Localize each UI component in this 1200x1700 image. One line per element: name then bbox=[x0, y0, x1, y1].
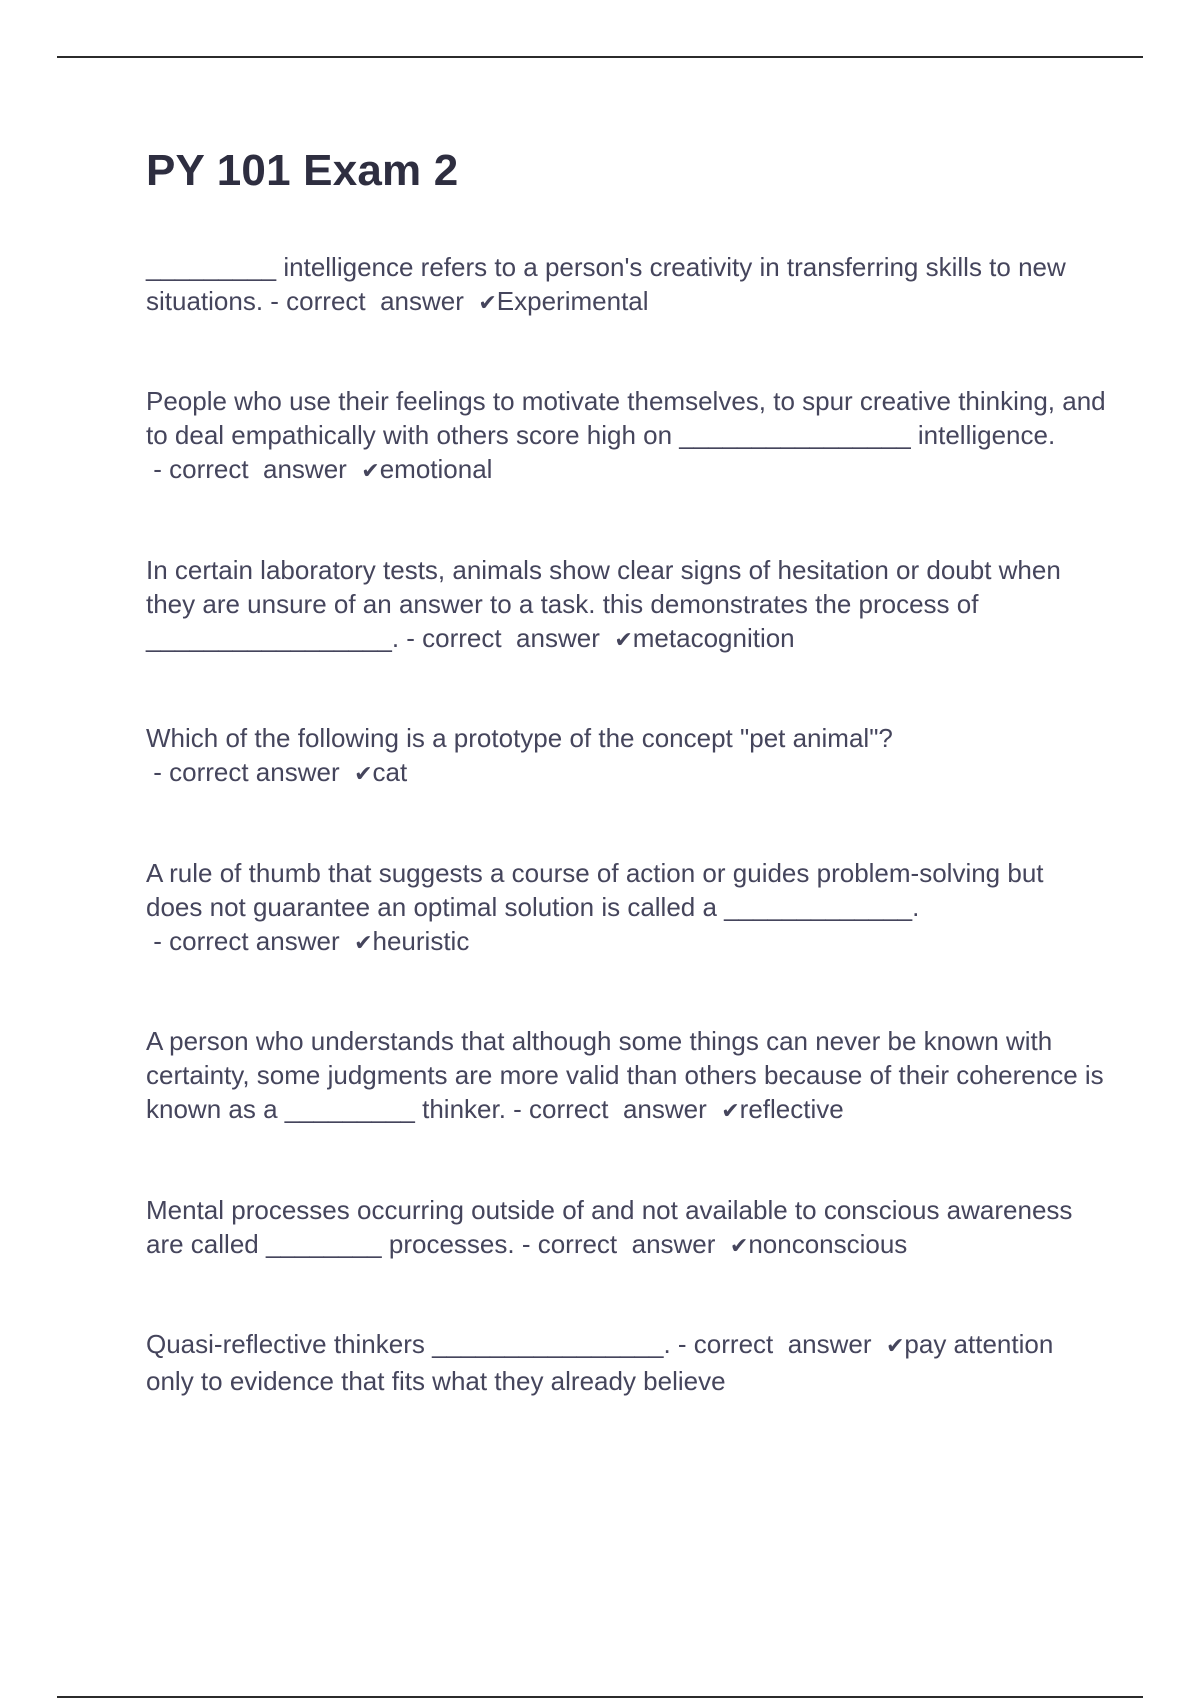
answer-label: - correct answer bbox=[263, 286, 479, 316]
answer-text: heuristic bbox=[372, 926, 470, 956]
qa-item-1 bbox=[146, 250, 1106, 321]
question-text: A person who understands that although some things can never be known with certainty, some judgments are more valid than others because of their coherence is known as a _________ thinker. bbox=[146, 1026, 1104, 1124]
checkmark-icon: ✔ bbox=[729, 1234, 749, 1259]
answer-text: cat bbox=[372, 757, 408, 787]
page-title: PY 101 Exam 2 bbox=[146, 146, 459, 195]
top-divider bbox=[57, 56, 1143, 58]
answer-text: Experimental bbox=[496, 286, 649, 316]
question-text: People who use their feelings to motivate themselves, to spur creative thinking, and to deal empathically with others score high on ________________ intelligence. bbox=[146, 386, 1106, 450]
qa-item-3 bbox=[146, 553, 1106, 658]
qa-item-7 bbox=[146, 1193, 1106, 1264]
answer-label: - correct answer bbox=[146, 926, 355, 956]
answer-label: - correct answer bbox=[505, 1094, 722, 1124]
question-text: Quasi-reflective thinkers ________________. bbox=[146, 1329, 671, 1359]
checkmark-icon: ✔ bbox=[885, 1334, 905, 1359]
checkmark-icon: ✔ bbox=[361, 459, 380, 484]
question-text: A rule of thumb that suggests a course of action or guides problem-solving but does not guarantee an optimal solution is called a _____________. bbox=[146, 858, 1044, 922]
question-text: Which of the following is a prototype of the concept "pet animal"? bbox=[146, 723, 893, 753]
answer-text: emotional bbox=[379, 454, 493, 484]
answer-label: - correct answer bbox=[514, 1229, 730, 1259]
answer-text: pay attention only to evidence that fits what they already believe bbox=[146, 1329, 1054, 1396]
question-text: In certain laboratory tests, animals show clear signs of hesitation or doubt when they are unsure of an answer to a task. this demonstrates the process of _________________. bbox=[146, 555, 1061, 653]
checkmark-icon: ✔ bbox=[721, 1099, 740, 1124]
checkmark-icon: ✔ bbox=[354, 931, 373, 956]
checkmark-icon: ✔ bbox=[354, 762, 373, 787]
answer-text: nonconscious bbox=[748, 1229, 908, 1259]
qa-item-5 bbox=[146, 856, 1106, 961]
question-text: Mental processes occurring outside of and not available to conscious awareness are called ________ processes. bbox=[146, 1195, 1073, 1259]
checkmark-icon: ✔ bbox=[478, 291, 497, 316]
qa-item-8 bbox=[146, 1327, 1106, 1398]
answer-text: reflective bbox=[739, 1094, 844, 1124]
qa-item-2 bbox=[146, 384, 1106, 489]
answer-label: - correct answer bbox=[399, 623, 615, 653]
checkmark-icon: ✔ bbox=[614, 628, 633, 653]
qa-item-6 bbox=[146, 1024, 1106, 1129]
question-text: _________ intelligence refers to a person's creativity in transferring skills to new situations. bbox=[146, 252, 1066, 316]
answer-label: - correct answer bbox=[146, 757, 355, 787]
answer-text: metacognition bbox=[632, 623, 795, 653]
answer-label: - correct answer bbox=[146, 454, 362, 484]
bottom-divider bbox=[57, 1696, 1143, 1698]
qa-item-4 bbox=[146, 721, 1106, 792]
answer-label: - correct answer bbox=[670, 1329, 886, 1359]
